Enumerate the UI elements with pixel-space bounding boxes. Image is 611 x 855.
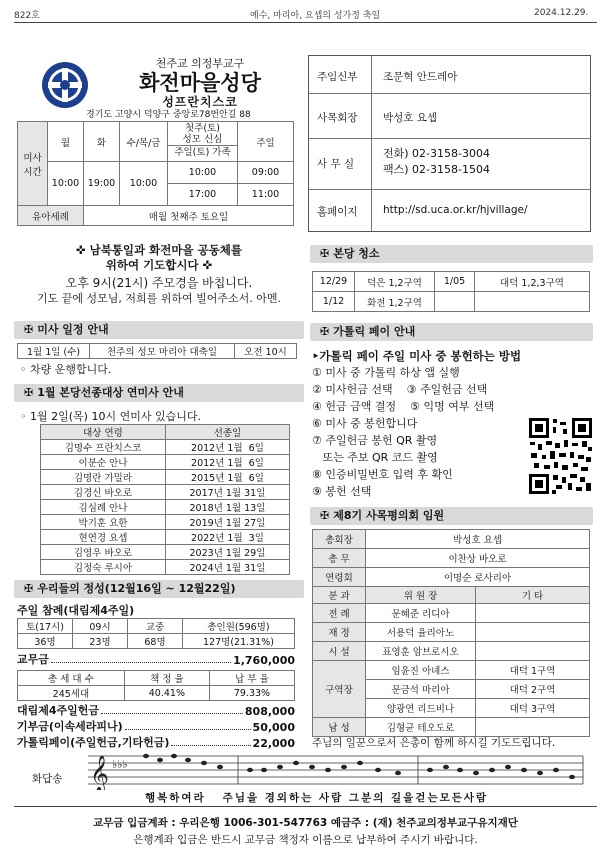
pay-step: ⑧ 인증비밀번호 입력 후 확인 [312,468,453,481]
contacts-rule [309,189,590,190]
memorial-name: 현연경 요셉 [41,530,166,545]
memorial-name: 박기훈 요한 [41,515,166,530]
fund-header: 납 부 율 [209,671,294,686]
memorial-name: 이분순 안나 [41,455,166,470]
attendance-value: 68명 [128,634,183,649]
council-col-header: 위 원 장 [366,587,476,604]
section-title: 우리들의 정성(12월16일 ~ 12월22일) [37,582,236,595]
pay-step: ① 미사 중 가톨릭 하상 앱 실행 [312,366,460,379]
council-member: 이찬상 바오로 [366,549,590,568]
council-etc: 대덕 1구역 [476,661,590,680]
cleaning-header [310,245,593,263]
time-wed: 10:00 [120,162,168,206]
pay-step: ⑦ 주일헌금 봉헌 QR 촬영 [312,434,438,447]
council-role: 연령회 [313,568,366,587]
page-number: 822호 [14,11,40,21]
memorial-date: 2018년 1월 13일 [165,500,289,515]
svg-text:𝄞: 𝄞 [90,754,109,790]
parish-patron: 성프란치스코 [162,95,238,109]
col-wed: 수/목/금 [120,122,168,162]
council-etc: 대덕 3구역 [476,699,590,718]
memorial-date: 2023년 1월 29일 [165,545,289,560]
prayer-line: 위하여 기도합시다 [105,258,199,272]
council-etc [476,623,590,642]
attendance-title: 주일 참례(대림제4주일) [17,604,135,617]
hymn-label: 화답송 [32,773,63,785]
issue-date: 2024.12.29. [534,8,589,18]
memorial-date: 2012년 1월 6일 [165,440,289,455]
cross-icon: ✠ [320,325,330,338]
contact-label: 사 무 실 [317,158,355,170]
memorial-name: 김경신 바오로 [41,485,166,500]
section-title: 1월 본당선종대상 연미사 안내 [37,386,184,399]
prayer-line: 오후 9시(21시) 주모경을 바칩니다. [65,276,253,290]
council-dept: 재 정 [313,623,366,642]
memorial-col-header: 대상 연령 [41,425,166,440]
attendance-header: 교중 [128,619,183,634]
memorial-date: 2024년 1월 31일 [165,560,289,575]
parish-logo-icon [40,60,90,110]
cross-icon: ✠ [320,509,330,522]
section-title: 제8기 사목평의회 임원 [333,509,445,522]
memorial-date: 2017년 1월 31일 [165,485,289,500]
catholic-pay-steps [312,364,542,500]
council-etc: 대덕 2구역 [476,680,590,699]
attendance-value: 127명(21.31%) [183,634,295,649]
header-rule [14,22,597,23]
memorial-table [40,424,290,575]
cleaning-table [312,271,590,312]
council-head: 양광연 리드비나 [366,699,476,718]
fund-row [17,651,295,667]
cleaning-area: 덕은 1,2구역 [355,272,435,292]
council-head: 표영훈 암브로시오 [366,642,476,661]
memorial-date: 2019년 1월 27일 [165,515,289,530]
time-sat-1: 10:00 [168,162,238,184]
contacts-divider [371,56,372,231]
section-title: 미사 일정 안내 [37,323,109,336]
cleaning-area: 대덕 1,2,3구역 [475,272,590,292]
col-mon: 월 [48,122,84,162]
pay-step: ② 미사헌금 선택 ③ 주일헌금 선택 [312,383,488,396]
baptism-value: 매월 첫째주 토요일 [84,206,294,226]
baptism-label: 유아세례 [18,206,84,226]
offering-item-label: 가톨릭페이(주일헌금,기타헌금) [17,736,170,749]
cross-icon: ✠ [24,582,34,595]
contact-label: 홈페이지 [317,206,358,218]
parish-address: 경기도 고양시 덕양구 중앙로78번안길 88 [86,110,251,120]
pay-step: ⑨ 봉헌 선택 [312,485,372,498]
mass-times-table [17,121,294,226]
fund-label: 교무금 [17,653,49,666]
time-mon: 10:00 [48,162,84,206]
memorial-name: 김심례 안나 [41,500,166,515]
offering-item-label: 대림제4주일헌금 [17,704,100,717]
cleaning-date [435,292,475,312]
contact-label: 사목회장 [317,112,358,124]
contact-value: 박성호 요셉 [383,112,438,124]
council-dept: 구역장 [313,661,366,718]
contact-label: 주임신부 [317,71,358,83]
hymn-lyrics: 행복하여라 주님을 경외하는 사람 그분의 길을걷는모든사람 [145,792,489,804]
council-member: 이명순 로사리아 [366,568,590,587]
fund-header: 책 정 율 [124,671,209,686]
council-head: 김형균 테오도로 [366,718,476,737]
contact-value: 전화) 02-3158-3004 팩스) 02-3158-1504 [383,147,490,176]
council-role: 총 무 [313,549,366,568]
diocese-name: 천주교 의정부교구 [155,57,245,70]
attendance-header: 09시 [73,619,128,634]
heading-text: 가톨릭 페이 주일 미사 중 봉헌하는 방법 [319,349,522,363]
mass-info-time: 오전 10시 [235,344,297,359]
cross-icon: ✠ [24,386,34,399]
council-etc [476,642,590,661]
council-col-header: 분 과 [313,587,366,604]
offering-item-value: 22,000 [252,737,295,750]
council-dept: 시 설 [313,642,366,661]
pay-step: 또는 주보 QR 코드 촬영 [312,451,438,464]
note-text: 1월 2일(목) 10시 연미사 있습니다. [30,410,201,423]
svg-text:♭♭♭: ♭♭♭ [112,758,128,771]
mass-info-event: 천주의 성모 마리아 대축일 [90,344,235,359]
memorial-date: 2015년 1월 6일 [165,470,289,485]
cleaning-date: 12/29 [313,272,355,292]
cross-icon: ✜ [198,258,213,272]
attendance-value: 23명 [73,634,128,649]
cleaning-date: 1/05 [435,272,475,292]
offering-item-label: 기부금(이속세라피나) [17,720,123,733]
catholic-pay-header [310,323,593,341]
attendance-value: 36명 [18,634,73,649]
time-sun-2: 11:00 [238,184,294,206]
offering-header [14,580,304,598]
memorial-header [14,384,304,402]
fund-value-cell: 40.41% [124,686,209,701]
prayer-line: 남북통일과 화전마을 공동체를 [89,243,243,257]
fund-header: 총 세 대 수 [18,671,125,686]
col-tue: 화 [84,122,120,162]
contacts-rule [309,138,590,139]
council-head: 문혜준 리디아 [366,604,476,623]
contacts-box [308,55,591,232]
attendance-table [17,618,295,649]
cleaning-area [475,292,590,312]
time-sat-2: 17:00 [168,184,238,206]
footer-account: 교무금 입금계좌 : 우리은행 1006-301-547763 예금주 : (재) 천주교의정부교구유지재단 [93,817,518,829]
council-table [312,529,590,737]
catholic-pay-heading: ‣가톨릭 페이 주일 미사 중 봉헌하는 방법 [312,349,522,363]
council-head: 서용덕 율리아노 [366,623,476,642]
cross-icon: ✜ [75,243,90,257]
note-text: 차량 운행합니다. [30,363,112,376]
council-member: 박성호 요셉 [366,530,590,549]
council-dept: 전 례 [313,604,366,623]
mass-info-header [14,321,304,339]
hymn-staff [88,748,588,790]
council-role: 총회장 [313,530,366,549]
memorial-col-header: 선종일 [165,425,289,440]
attendance-header: 총인원(596명) [183,619,295,634]
attendance-header: 토(17시) [18,619,73,634]
section-title: 가톨릭 페이 안내 [333,325,416,338]
cross-icon: ✠ [320,247,330,260]
col-sat [168,122,238,162]
memorial-name: 김명수 프란치스코 [41,440,166,455]
mass-times-row-label: 미사 시간 [18,122,48,206]
fund-table [17,670,295,701]
council-header [310,507,593,525]
footer-note: 은행계좌 입금은 반드시 교무금 책정자 이름으로 납부하여 주시기 바랍니다. [133,834,478,846]
memorial-name: 김영우 바오로 [41,545,166,560]
closing-quote: 주님의 일꾼으로서 은총이 함께 하시길 기도드립니다. [312,737,556,749]
fund-value-cell: 245세대 [18,686,125,701]
offering-item [17,702,295,718]
homepage-link[interactable]: http://sd.uca.or.kr/hjvillage/ [383,204,528,216]
parish-name: 화전마을성당 [139,71,261,95]
council-dept: 남 성 [313,718,366,737]
council-col-header: 기 타 [476,587,590,604]
contacts-rule [309,93,590,94]
pay-step: ④ 헌금 금액 결정 ⑤ 익명 여부 선택 [312,400,495,413]
prayer-line: 기도 끝에 성모님, 저희를 위하여 빌어주소서. 아멘. [37,292,281,305]
offering-item-value: 808,000 [244,705,295,718]
time-sun-1: 09:00 [238,162,294,184]
col-sun: 주일 [238,122,294,162]
fund-value: 1,760,000 [233,654,295,667]
mass-info-note: ◦ 차량 운행합니다. [20,363,112,376]
council-etc [476,604,590,623]
memorial-date: 2022년 1월 3일 [165,530,289,545]
footer-rule [14,806,597,807]
contact-value: 조문혁 안드레아 [383,71,458,83]
council-head: 문금석 마리아 [366,680,476,699]
memorial-note: ◦ 1월 2일(목) 10시 연미사 있습니다. [20,410,201,423]
memorial-name: 김명란 가밀라 [41,470,166,485]
section-title: 본당 청소 [333,247,380,260]
offering-item-value: 50,000 [252,721,295,734]
time-tue: 19:00 [84,162,120,206]
col-sat-family: 주일(토) 가족 [174,147,231,158]
cleaning-area: 화전 1,2구역 [355,292,435,312]
qr-code-icon[interactable] [528,417,593,495]
col-sat-first: 첫주(토) 성모 신심 [168,123,237,146]
offering-item [17,718,295,734]
pay-step: ⑥ 미사 중 봉헌합니다 [312,417,418,430]
mass-info-date: 1월 1일 (수) [18,344,90,359]
memorial-date: 2012년 1월 6일 [165,455,289,470]
cross-icon: ✠ [24,323,34,336]
page-title: 예수, 마리아, 요셉의 성가정 축일 [250,11,381,21]
council-etc [476,718,590,737]
memorial-name: 김정숙 루시아 [41,560,166,575]
prayer-block [14,243,304,306]
fund-value-cell: 79.33% [209,686,294,701]
cleaning-date: 1/12 [313,292,355,312]
council-head: 임윤진 아녜스 [366,661,476,680]
mass-info-table [17,343,297,359]
